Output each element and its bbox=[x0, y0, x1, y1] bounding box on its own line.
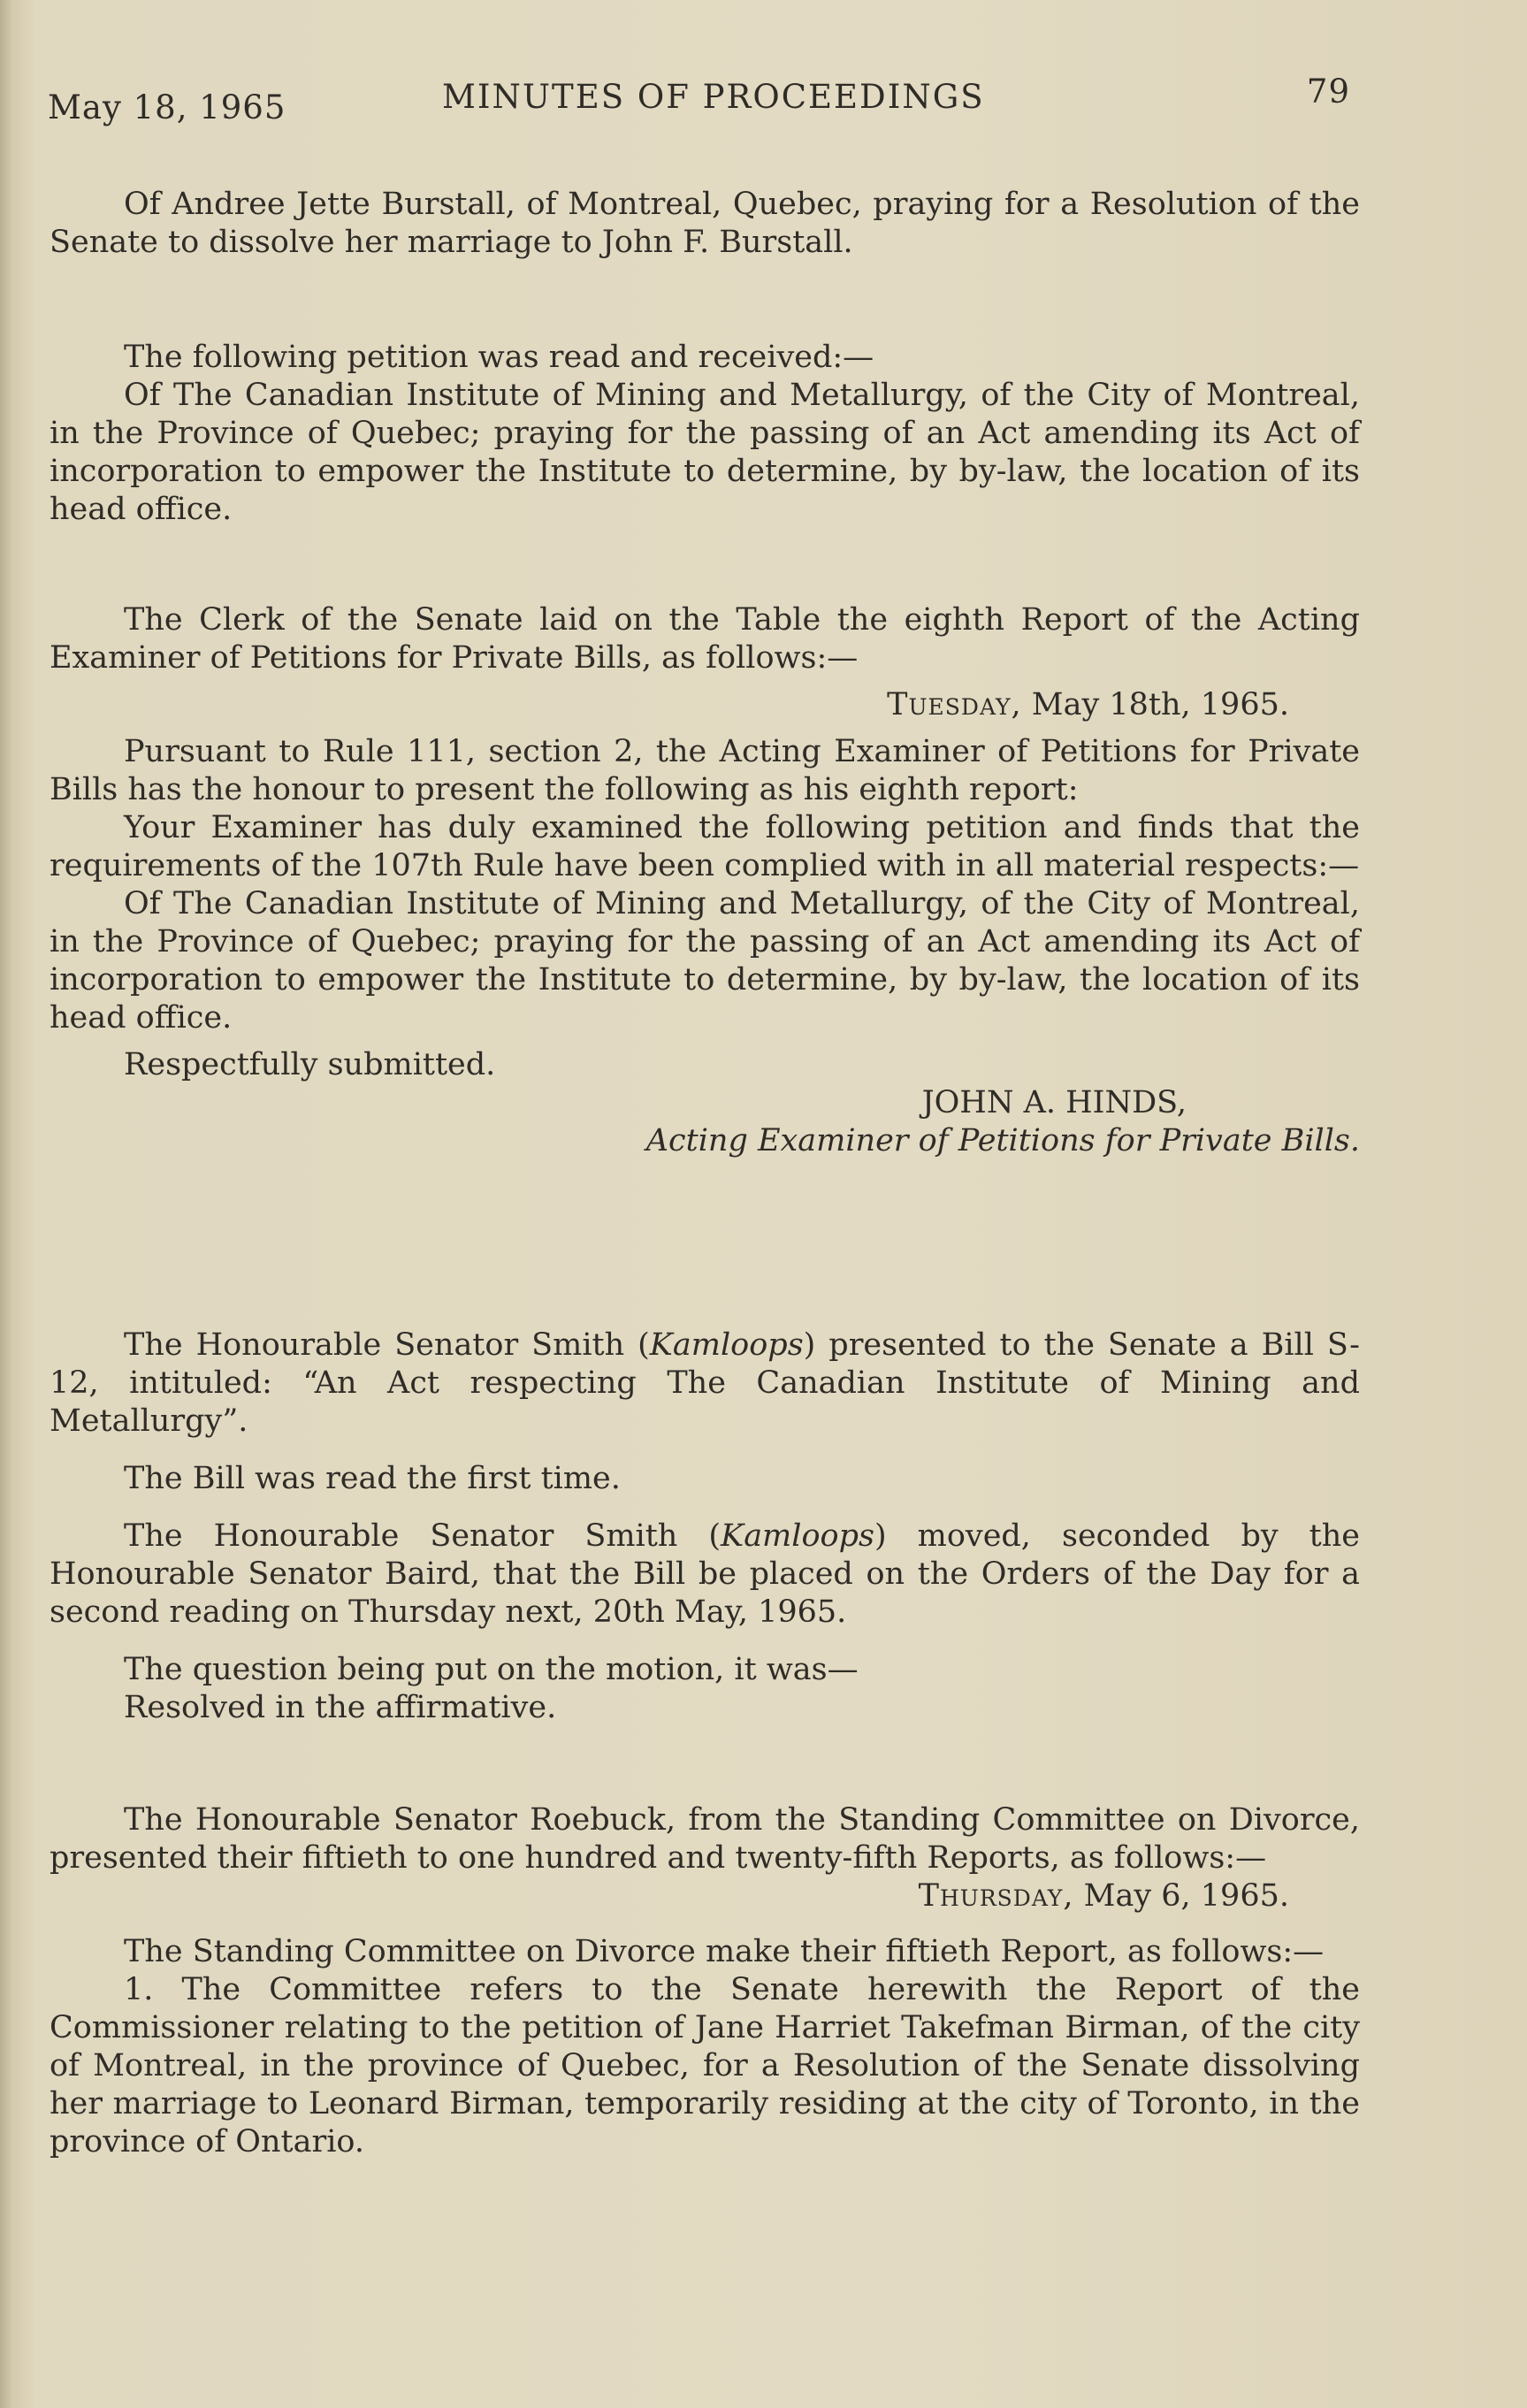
bill-question: The question being put on the motion, it was— bbox=[124, 1652, 859, 1687]
report-date bbox=[50, 686, 1360, 724]
bill-intro-a: The Honourable Senator Smith ( bbox=[124, 1327, 650, 1363]
signature-name: JOHN A. HINDS, bbox=[921, 1085, 1187, 1120]
bill-moved-a: The Honourable Senator Smith ( bbox=[124, 1518, 722, 1554]
bill-first-reading: The Bill was read the first time. bbox=[124, 1461, 621, 1496]
petition-institute-section bbox=[50, 339, 1360, 529]
header-title: MINUTES OF PROCEEDINGS bbox=[442, 78, 985, 116]
report-date-day: Tuesday, bbox=[887, 687, 1022, 722]
bill-intro-place: Kamloops bbox=[649, 1327, 804, 1363]
examiner-report-section bbox=[50, 601, 1360, 1160]
report-petition-text: Of The Canadian Institute of Mining and Metallurgy, of the City of Montreal, in the Province of Quebec; praying for the passing of an Act amending its Act of incorporation to empower the Institute to determine, by by-law, the location of its head office. bbox=[50, 886, 1360, 1036]
divorce-section bbox=[50, 1801, 1360, 2161]
divorce-intro: The Honourable Senator Roebuck, from the Standing Committee on Divorce, presented their fiftieth to one hundred and twenty-fifth Reports, as follows:— bbox=[50, 1802, 1360, 1876]
signature-title-line bbox=[50, 1122, 1360, 1160]
divorce-item-1: 1. The Committee refers to the Senate herewith the Report of the Commissioner relating to the petition of Jane Harriet Takefman Birman, of the city of Montreal, in the province of Quebec, for a Resolution of the Senate dissolving her marriage to Leonard Birman, temporarily residing at the city of Toronto, in the province of Ontario. bbox=[50, 1972, 1360, 2160]
divorce-report-intro: The Standing Committee on Divorce make their fiftieth Report, as follows:— bbox=[124, 1934, 1325, 1969]
bill-moved-b: ) moved, seconded by the Honourable Senator Baird, that the Bill be placed on the Orders of the Day for a second reading on Thursday next, 20th May, 1965. bbox=[50, 1518, 1360, 1630]
bill-resolved: Resolved in the affirmative. bbox=[124, 1690, 557, 1725]
petition-institute-text: Of The Canadian Institute of Mining and Metallurgy, of the City of Montreal, in the Province of Quebec; praying for the passing of an Act amending its Act of incorporation to empower the Institute to determine, by by-law, the location of its head office. bbox=[50, 378, 1360, 527]
clerk-report-text: The Clerk of the Senate laid on the Table the eighth Report of the Acting Examiner of Petitions for Private Bills, as follows:— bbox=[50, 602, 1360, 676]
bill-moved-place: Kamloops bbox=[721, 1518, 874, 1554]
report-pursuant-text: Pursuant to Rule 111, section 2, the Acting Examiner of Petitions for Private Bills has the honour to present the following as his eighth report: bbox=[50, 734, 1360, 807]
header-date: May 18, 1965 bbox=[48, 88, 286, 126]
report-date-value: May 18th, 1965. bbox=[1031, 687, 1289, 722]
petition-burstall bbox=[50, 186, 1360, 262]
petition-burstall-text: Of Andree Jette Burstall, of Montreal, Quebec, praying for a Resolution of the Senate to dissolve her marriage to John F. Burstall. bbox=[50, 187, 1360, 260]
page-header bbox=[48, 73, 1350, 126]
respectfully-text: Respectfully submitted. bbox=[124, 1047, 496, 1082]
bill-intro-b: ) presented to the Senate a Bill S-12, intituled: “An Act respecting The Canadian Institute of Mining and Metallurgy”. bbox=[50, 1327, 1360, 1439]
divorce-date bbox=[50, 1877, 1360, 1915]
page-number: 79 bbox=[1306, 73, 1350, 111]
bill-intro bbox=[50, 1326, 1360, 1441]
bill-section bbox=[50, 1326, 1360, 1727]
divorce-date-day: Thursday, bbox=[918, 1878, 1074, 1914]
divorce-date-value: May 6, 1965. bbox=[1083, 1878, 1289, 1914]
bill-moved bbox=[50, 1517, 1360, 1632]
report-examined-text: Your Examiner has duly examined the following petition and finds that the requirements of the 107th Rule have been complied with in all material respects:— bbox=[50, 810, 1360, 883]
signature-title: Acting Examiner of Petitions for Private Bills. bbox=[645, 1123, 1360, 1158]
petition-read-text: The following petition was read and received:— bbox=[124, 340, 874, 375]
